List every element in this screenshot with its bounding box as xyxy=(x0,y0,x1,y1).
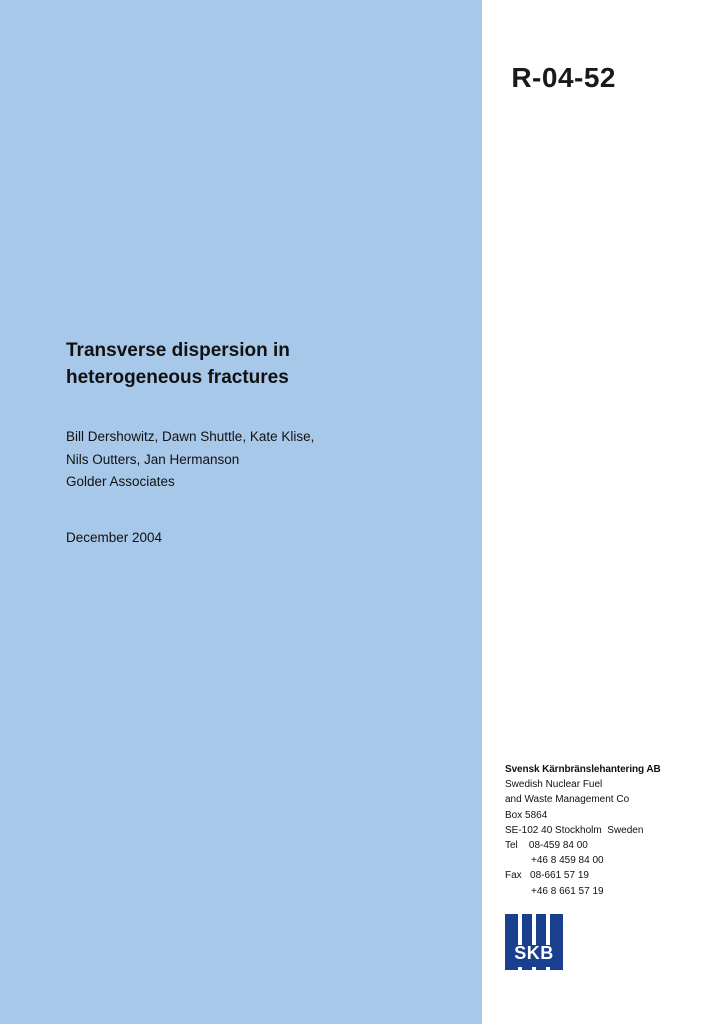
publisher-address-city: SE-102 40 Stockholm Sweden xyxy=(505,824,644,836)
publisher-block xyxy=(505,762,705,899)
author-list xyxy=(66,426,426,494)
publisher-fax-international: +46 8 661 57 19 xyxy=(531,885,604,897)
publisher-phone: Tel 08-459 84 00 xyxy=(505,839,588,851)
publisher-phone-international: +46 8 459 84 00 xyxy=(531,855,604,867)
report-number: R-04-52 xyxy=(511,62,616,93)
author-line: Bill Dershowitz, Dawn Shuttle, Kate Klise, xyxy=(66,428,315,444)
publisher-fax: Fax 08-661 57 19 xyxy=(505,870,589,882)
page-title: Transverse dispersion in heterogeneous fractures xyxy=(66,340,290,388)
publisher-organization: Svensk Kärnbränslehantering AB xyxy=(505,764,661,775)
publisher-address-box: Box 5864 xyxy=(505,809,548,821)
publisher-line: Swedish Nuclear Fuel xyxy=(505,779,603,791)
author-affiliation: Golder Associates xyxy=(66,474,175,490)
publication-date: December 2004 xyxy=(66,529,163,545)
publisher-line: and Waste Management Co xyxy=(505,794,630,806)
skb-logo xyxy=(505,914,563,970)
author-line: Nils Outters, Jan Hermanson xyxy=(66,451,240,467)
logo-text: SKB xyxy=(514,943,554,963)
title-block xyxy=(66,338,426,545)
skb-logo-graphic xyxy=(505,914,563,970)
